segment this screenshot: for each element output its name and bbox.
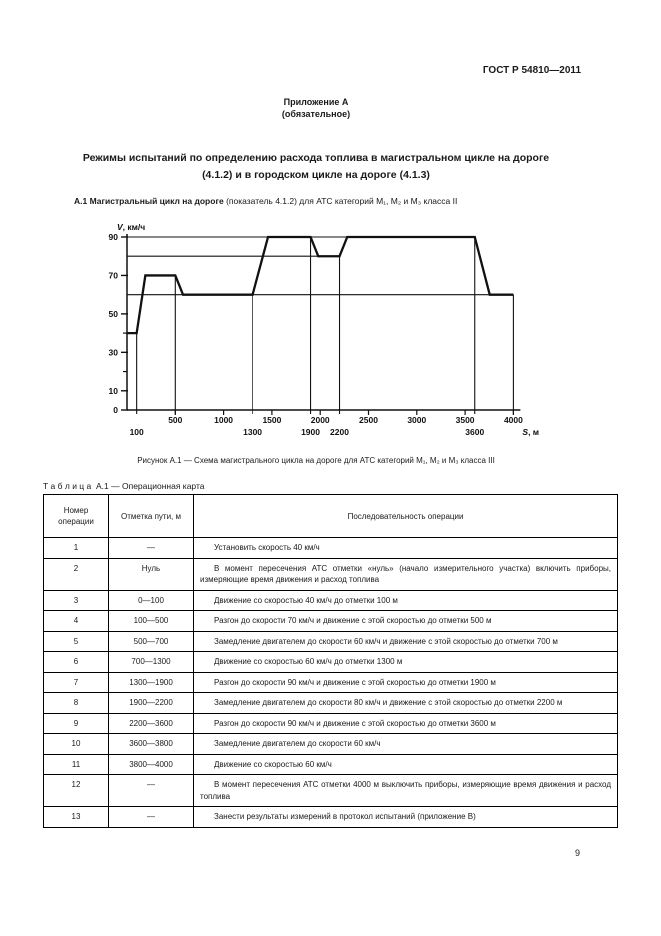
speed-distance-plot [100,222,550,454]
x-tick-label: 3500 [455,415,475,425]
table-row [44,693,618,714]
cell-operation-text: Замедление двигателем до скорости 60 км/ч [194,734,618,755]
cell-operation-text: Замедление двигателем до скорости 80 км/ч и движение с этой скоростью до отметки 2200 м [194,693,618,714]
x-waypoint-label: 100 [129,427,144,437]
cell-operation-number: 12 [44,775,109,807]
speed-curve [127,237,513,333]
cell-operation-text: Разгон до скорости 90 км/ч и движение с этой скоростью до отметки 3600 м [194,713,618,734]
x-tick-label: 4000 [503,415,523,425]
header-row [44,495,618,538]
appendix-subtitle: (обязательное) [281,108,351,119]
x-tick-label: 2500 [359,415,378,425]
y-tick-label: 50 [108,308,118,319]
cell-operation-text: Движение со скоростью 60 км/ч до отметки 1300 м [194,652,618,673]
section-a1-text: (показатель 4.1.2) для АТС категорий М₁, М₂ и М₃ класса II [223,196,458,206]
page-number: 9 [575,848,581,858]
table-row [44,652,618,673]
section-a1-heading [74,196,457,206]
table-row [44,672,618,693]
cell-operation-text: В момент пересечения АТС отметки «нуль» (начало измерительного участка) включить приборы, измеряющие время движения и расход топлива [194,558,618,590]
cell-operation-text: Движение со скоростью 40 км/ч до отметки 100 м [194,590,618,611]
cell-operation-number: 6 [44,652,109,673]
cell-operation-text: Установить скорость 40 км/ч [194,538,618,559]
header-operation-number: Номер операции [44,495,109,538]
table-row [44,611,618,632]
x-tick-label: 1500 [262,415,282,425]
cell-operation-number: 8 [44,693,109,714]
cell-track-mark: 700—1300 [109,652,194,673]
y-axis-title: V, км/ч [117,222,146,232]
x-waypoint-label: 1300 [243,427,263,437]
table-row [44,775,618,807]
x-waypoint-label: 1900 [301,427,321,437]
x-tick-label: 500 [168,415,183,425]
table-row [44,754,618,775]
cell-operation-text: В момент пересечения АТС отметки 4000 м выключить приборы, измеряющие время движения и расход топлива [194,775,618,807]
cell-track-mark: — [109,775,194,807]
table-caption [43,481,205,491]
cell-operation-number: 2 [44,558,109,590]
y-tick-label: 10 [108,385,118,396]
x-tick-label: 3000 [407,415,427,425]
operations-table-body [44,538,618,828]
table-row [44,631,618,652]
appendix-title: Приложение А [283,97,349,107]
cell-track-mark: 0—100 [109,590,194,611]
cell-operation-number: 7 [44,672,109,693]
appendix-heading [43,97,589,120]
table-row [44,713,618,734]
x-tick-label: 2000 [310,415,330,425]
cell-operation-number: 3 [44,590,109,611]
table-row [44,734,618,755]
standard-reference: ГОСТ Р 54810—2011 [482,65,581,76]
x-waypoint-label: 2200 [330,427,349,437]
cell-track-mark: Нуль [109,558,194,590]
cell-operation-text: Занести результаты измерений в протокол испытаний (приложение В) [194,807,618,828]
cell-track-mark: 1900—2200 [109,693,194,714]
cell-track-mark: 3800—4000 [109,754,194,775]
table-row [44,558,618,590]
cell-track-mark: 1300—1900 [109,672,194,693]
cell-operation-number: 4 [44,611,109,632]
cell-track-mark: — [109,807,194,828]
section-a1-label: А.1 Магистральный цикл на дороге [74,196,224,206]
highway-cycle-chart [100,222,550,454]
y-tick-label: 30 [108,347,118,358]
cell-operation-text: Движение со скоростью 60 км/ч [194,754,618,775]
cell-track-mark: 100—500 [109,611,194,632]
cell-track-mark: 500—700 [109,631,194,652]
cell-track-mark: 3600—3800 [109,734,194,755]
header-operation-sequence: Последовательность операции [194,495,618,538]
cell-operation-number: 13 [44,807,109,828]
cell-operation-number: 9 [44,713,109,734]
operations-table-head [44,495,618,538]
cell-operation-number: 11 [44,754,109,775]
cell-operation-number: 5 [44,631,109,652]
y-tick-label: 90 [108,232,118,243]
cell-track-mark: — [109,538,194,559]
cell-operation-text: Разгон до скорости 90 км/ч и движение с этой скоростью до отметки 1900 м [194,672,618,693]
cell-track-mark: 2200—3600 [109,713,194,734]
cell-operation-number: 1 [44,538,109,559]
table-row [44,807,618,828]
x-axis-title: S, м [522,427,540,437]
cell-operation-text: Замедление двигателем до скорости 60 км/ч и движение с этой скоростью до отметки 700 м [194,631,618,652]
cell-operation-text: Разгон до скорости 70 км/ч и движение с этой скоростью до отметки 500 м [194,611,618,632]
table-row [44,590,618,611]
table-caption-label: Т а б л и ц а [43,481,92,491]
cell-operation-number: 10 [44,734,109,755]
page-title [43,150,589,184]
x-tick-label: 1000 [214,415,234,425]
y-tick-label: 70 [108,270,118,281]
figure-caption: Рисунок А.1 — Схема магистрального цикла на дороге для АТС категорий М₁, М₂ и М₃ класса III [137,456,495,465]
x-waypoint-label: 3600 [465,427,485,437]
table-row [44,538,618,559]
page-title-line1: Режимы испытаний по определению расхода топлива в магистральном цикле на дороге [82,152,550,164]
page-title-line2: (4.1.2) и в городском цикле на дороге (4.1.3) [202,169,430,181]
operations-table [43,494,618,828]
y-tick-label: 0 [113,405,118,415]
header-track-mark: Отметка пути, м [109,495,194,538]
table-caption-text: А.1 — Операционная карта [96,481,205,491]
